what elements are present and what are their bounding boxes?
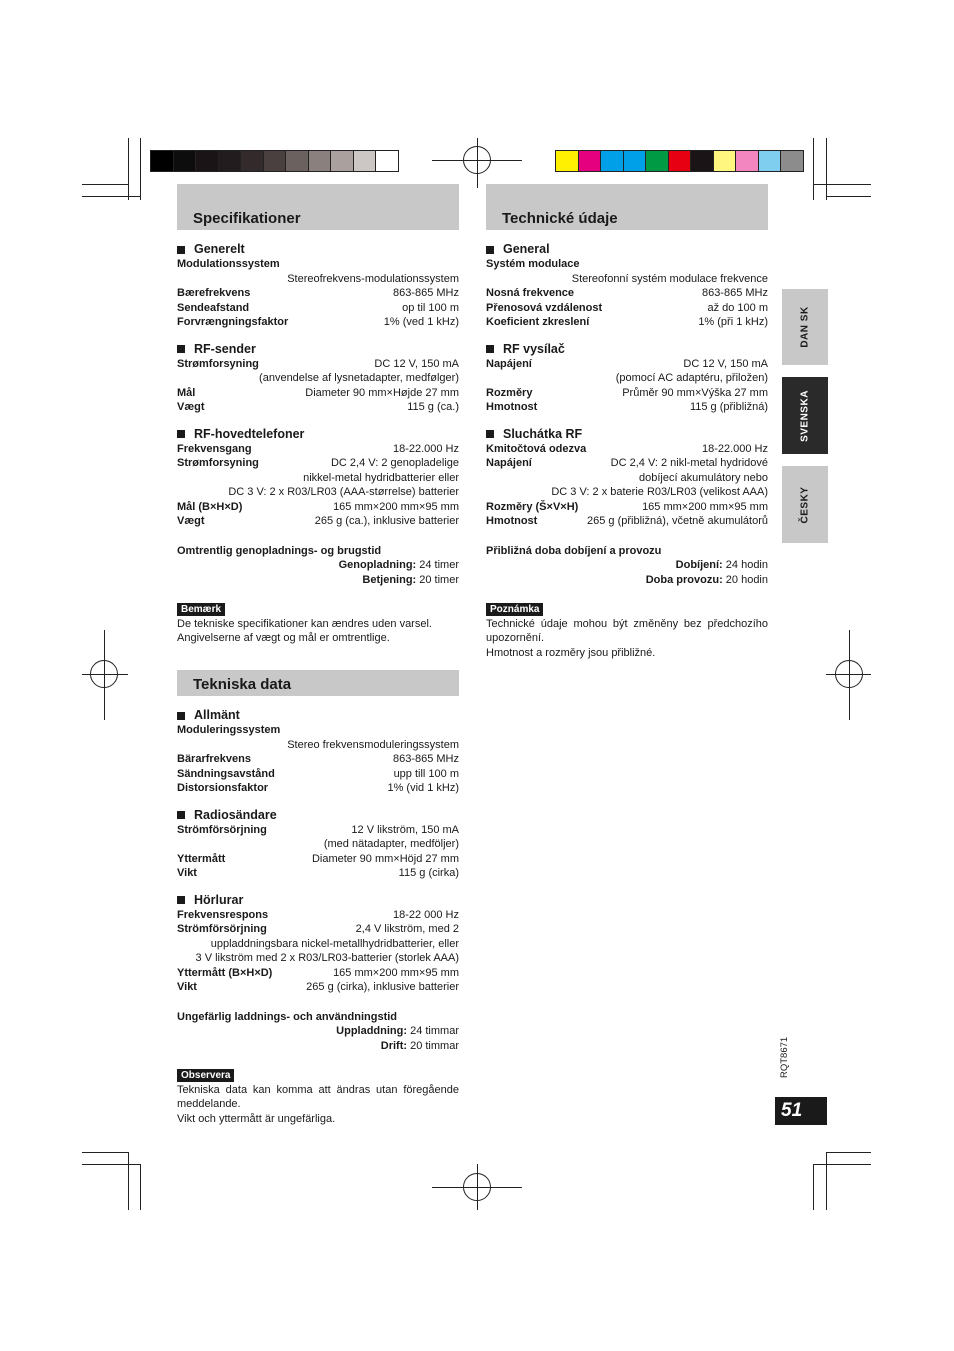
general-group xyxy=(177,708,459,796)
spec-label: Vikt xyxy=(177,867,197,879)
spec-row xyxy=(486,400,768,415)
spec-label: Yttermått (B×H×D) xyxy=(177,966,273,979)
charge-label: Uppladdning: xyxy=(336,1025,408,1037)
spec-row xyxy=(486,301,768,316)
section-heading xyxy=(486,184,768,230)
spec-value: 115 g (přibližná) xyxy=(689,401,768,413)
color-swatch xyxy=(781,151,803,171)
bullet-square-icon xyxy=(486,246,494,254)
group-heading: RF-sender xyxy=(194,341,256,356)
color-swatch xyxy=(691,151,714,171)
note-block xyxy=(177,602,459,646)
tab-cesky[interactable] xyxy=(782,466,828,543)
spec-label: Napájení xyxy=(486,457,532,469)
page-number: 51 xyxy=(775,1097,827,1125)
tab-label: DAN SK xyxy=(799,306,811,348)
spec-label: Vægt xyxy=(177,401,205,413)
spec-value: (pomocí AC adaptéru, přiložen) xyxy=(615,372,768,384)
color-swatch xyxy=(174,151,197,171)
dansk-section xyxy=(177,184,459,646)
spec-label: Hmotnost xyxy=(486,515,538,527)
section-heading xyxy=(177,184,459,230)
spec-label: Hmotnost xyxy=(486,401,538,413)
group-heading: RF-hovedtelefoner xyxy=(194,426,305,441)
spec-label: Systém modulace xyxy=(486,258,580,270)
color-swatch xyxy=(286,151,309,171)
spec-label: Forvrængningsfaktor xyxy=(177,316,289,328)
spec-value: 1% (vid 1 kHz) xyxy=(387,782,459,794)
note-text: Angivelserne af vægt og mål er omtrentlige. xyxy=(177,632,390,644)
spec-value: 863-865 MHz xyxy=(392,287,459,299)
spec-row xyxy=(486,500,768,515)
spec-value: (anvendelse af lysnetadapter, medfølger) xyxy=(259,372,459,384)
color-swatch xyxy=(376,151,398,171)
headphones-group xyxy=(486,427,768,529)
charge-time-row xyxy=(486,558,768,573)
note-text: Technické údaje mohou být změněny bez předchozího upozornění. xyxy=(486,617,768,644)
spec-value: DC 3 V: 2 x R03/LR03 (AAA-størrelse) batterier xyxy=(228,486,459,498)
spec-value: 18-22 000 Hz xyxy=(392,908,459,921)
spec-row xyxy=(177,980,459,995)
rf-group xyxy=(486,342,768,415)
color-swatch xyxy=(714,151,737,171)
use-time-row xyxy=(486,573,768,588)
spec-value: DC 12 V, 150 mA xyxy=(683,357,768,370)
spec-row xyxy=(177,286,459,301)
color-swatch xyxy=(309,151,332,171)
charge-time-group xyxy=(177,1010,459,1054)
grayscale-strip xyxy=(150,150,399,172)
spec-value: (med nätadapter, medföljer) xyxy=(323,838,459,850)
color-swatch xyxy=(736,151,759,171)
note-label: Bemærk xyxy=(177,603,225,616)
spec-label: Moduleringssystem xyxy=(177,724,281,736)
tab-label: ČESKY xyxy=(799,486,811,523)
spec-value: Diameter 90 mm×Højde 27 mm xyxy=(305,386,459,399)
svenska-section xyxy=(177,670,459,1126)
tab-label: SVENSKA xyxy=(799,389,811,442)
spec-row xyxy=(177,400,459,415)
spec-row xyxy=(177,442,459,457)
use-label: Doba provozu: xyxy=(645,573,723,586)
charge-time-group xyxy=(486,544,768,588)
spec-value: 165 mm×200 mm×95 mm xyxy=(642,500,768,513)
spec-label: Kmitočtová odezva xyxy=(486,442,587,455)
spec-label: Distorsionsfaktor xyxy=(177,782,269,794)
spec-row xyxy=(177,315,459,330)
note-text: De tekniske specifikationer kan ændres uden varsel. xyxy=(177,617,432,630)
bullet-square-icon xyxy=(177,811,185,819)
group-heading: Sluchátka RF xyxy=(503,426,583,441)
spec-label: Vægt xyxy=(177,515,205,527)
spec-label: Frekvensrespons xyxy=(177,908,269,921)
spec-value: Diameter 90 mm×Höjd 27 mm xyxy=(311,852,459,865)
tab-dansk[interactable] xyxy=(782,289,828,365)
spec-row xyxy=(486,386,768,401)
spec-row xyxy=(177,500,459,515)
spec-value: 863-865 MHz xyxy=(701,287,768,299)
spec-value: 265 g (cirka), inklusive batterier xyxy=(306,981,459,993)
bullet-square-icon xyxy=(177,896,185,904)
rf-group xyxy=(177,342,459,415)
spec-row xyxy=(486,357,768,372)
spec-value: Stereo frekvensmoduleringssystem xyxy=(287,738,459,751)
note-text: Hmotnost a rozměry jsou přibližné. xyxy=(486,646,656,659)
document-code: RQT8671 xyxy=(779,1036,790,1078)
color-swatch xyxy=(669,151,692,171)
section-heading xyxy=(177,670,459,696)
spec-value: 2,4 V likström, med 2 xyxy=(355,923,459,935)
spec-label: Vikt xyxy=(177,981,197,993)
spec-value: 115 g (cirka) xyxy=(398,867,459,879)
spec-row xyxy=(177,752,459,767)
spec-value: op til 100 m xyxy=(402,301,459,314)
spec-label: Strömförsörjning xyxy=(177,823,267,836)
spec-label: Bærefrekvens xyxy=(177,287,251,299)
spec-label: Bärarfrekvens xyxy=(177,753,251,765)
group-heading: General xyxy=(503,242,550,256)
spec-label: Mål xyxy=(177,386,196,399)
group-heading: Generelt xyxy=(194,242,245,256)
use-value: 20 hodin xyxy=(722,573,768,586)
charge-value: 24 hodin xyxy=(722,559,768,571)
charge-time-title: Ungefärlig laddnings- och användningstid xyxy=(177,1010,398,1023)
color-swatch xyxy=(151,151,174,171)
note-label: Poznámka xyxy=(486,603,543,616)
spec-value: 1% (při 1 kHz) xyxy=(698,316,768,328)
color-strip xyxy=(555,150,804,172)
color-swatch xyxy=(354,151,377,171)
spec-label: Rozměry xyxy=(486,386,533,399)
color-swatch xyxy=(219,151,242,171)
spec-value: Průměr 90 mm×Výška 27 mm xyxy=(622,386,768,399)
spec-label: Strømforsyning xyxy=(177,457,259,469)
spec-value: DC 12 V, 150 mA xyxy=(374,357,459,370)
spec-label: Rozměry (Š×V×H) xyxy=(486,500,579,513)
note-block xyxy=(177,1068,459,1126)
charge-value: 24 timmar xyxy=(407,1025,459,1037)
spec-row xyxy=(177,823,459,838)
spec-value: 265 g (přibližná), včetně akumulátorů xyxy=(587,515,768,527)
charge-time-title: Přibližná doba dobíjení a provozu xyxy=(486,544,662,557)
spec-row xyxy=(486,514,768,529)
spec-label: Sändningsavstånd xyxy=(177,767,275,780)
spec-label: Napájení xyxy=(486,357,532,370)
spec-value: 265 g (ca.), inklusive batterier xyxy=(314,515,459,527)
use-time-row xyxy=(177,1039,459,1054)
color-swatch xyxy=(579,151,602,171)
spec-row xyxy=(177,852,459,867)
use-value: 20 timmar xyxy=(407,1039,459,1052)
spec-value: 1% (ved 1 kHz) xyxy=(383,316,459,328)
spec-value: Stereofrekvens-modulationssystem xyxy=(287,272,459,285)
group-heading: Radiosändare xyxy=(194,807,277,822)
color-swatch xyxy=(624,151,647,171)
spec-label: Přenosová vzdálenost xyxy=(486,301,603,314)
spec-row xyxy=(177,966,459,981)
color-swatch xyxy=(331,151,354,171)
tab-svenska[interactable] xyxy=(782,377,828,454)
spec-value: až do 100 m xyxy=(707,301,768,314)
spec-row xyxy=(177,908,459,923)
spec-row xyxy=(177,767,459,782)
charge-time-row xyxy=(177,558,459,573)
note-text: Vikt och yttermått är ungefärliga. xyxy=(177,1112,336,1125)
section-title: Technické údaje xyxy=(502,209,618,227)
use-time-row xyxy=(177,573,459,588)
bullet-square-icon xyxy=(177,712,185,720)
spec-value: 18-22.000 Hz xyxy=(392,442,459,455)
spec-value: DC 2,4 V: 2 genopladelige xyxy=(330,457,459,469)
section-title: Specifikationer xyxy=(193,209,301,227)
spec-row xyxy=(177,456,459,471)
spec-label: Mål (B×H×D) xyxy=(177,500,243,513)
spec-label: Nosná frekvence xyxy=(486,287,575,299)
bullet-square-icon xyxy=(486,430,494,438)
bullet-square-icon xyxy=(177,430,185,438)
note-block xyxy=(486,602,768,660)
section-title: Tekniska data xyxy=(193,675,292,693)
color-swatch xyxy=(759,151,782,171)
spec-label: Sendeafstand xyxy=(177,301,250,314)
spec-value: Stereofonní systém modulace frekvence xyxy=(571,272,768,285)
color-swatch xyxy=(264,151,287,171)
use-label: Drift: xyxy=(380,1039,408,1052)
spec-row xyxy=(486,315,768,330)
general-group xyxy=(177,242,459,330)
rf-group xyxy=(177,808,459,881)
spec-value: DC 3 V: 2 x baterie R03/LR03 (velikost AAA) xyxy=(551,486,768,498)
charge-time-title: Omtrentlig genopladnings- og brugstid xyxy=(177,544,382,557)
bullet-square-icon xyxy=(177,246,185,254)
group-heading: RF vysílač xyxy=(503,341,565,356)
spec-value: DC 2,4 V: 2 nikl-metal hydridové xyxy=(610,457,768,469)
spec-row xyxy=(486,456,768,471)
color-swatch xyxy=(601,151,624,171)
spec-row xyxy=(177,922,459,937)
charge-value: 24 timer xyxy=(416,559,459,571)
spec-value: 12 V likström, 150 mA xyxy=(351,823,459,836)
spec-label: Modulationssystem xyxy=(177,258,280,270)
spec-row xyxy=(177,866,459,881)
spec-value: 863-865 MHz xyxy=(392,753,459,765)
spec-value: 165 mm×200 mm×95 mm xyxy=(333,966,459,979)
spec-label: Strømforsyning xyxy=(177,357,259,370)
color-swatch xyxy=(196,151,219,171)
spec-value: 165 mm×200 mm×95 mm xyxy=(333,500,459,513)
headphones-group xyxy=(177,427,459,529)
spec-row xyxy=(177,301,459,316)
spec-value: nikkel-metal hydridbatterier eller xyxy=(303,471,459,484)
spec-value: uppladdningsbara nickel-metallhydridbatterier, eller xyxy=(210,937,459,950)
spec-label: Yttermått xyxy=(177,852,226,865)
bullet-square-icon xyxy=(486,345,494,353)
bullet-square-icon xyxy=(177,345,185,353)
spec-row xyxy=(486,286,768,301)
spec-label: Frekvensgang xyxy=(177,442,252,455)
headphones-group xyxy=(177,893,459,995)
charge-label: Dobíjení: xyxy=(675,559,723,571)
charge-time-row xyxy=(177,1024,459,1039)
spec-value: 18-22.000 Hz xyxy=(701,442,768,455)
use-label: Betjening: xyxy=(362,573,417,586)
spec-label: Koeficient zkreslení xyxy=(486,316,590,328)
color-swatch xyxy=(646,151,669,171)
group-heading: Allmänt xyxy=(194,708,240,722)
note-text: Tekniska data kan komma att ändras utan föregående meddelande. xyxy=(177,1083,459,1110)
use-value: 20 timer xyxy=(416,573,459,586)
group-heading: Hörlurar xyxy=(194,892,244,907)
spec-row xyxy=(177,781,459,796)
cesky-section xyxy=(486,184,768,660)
spec-row xyxy=(486,442,768,457)
spec-label: Strömförsörjning xyxy=(177,923,267,935)
spec-row xyxy=(177,514,459,529)
color-swatch xyxy=(241,151,264,171)
charge-label: Genopladning: xyxy=(338,559,417,571)
note-label: Observera xyxy=(177,1069,234,1082)
spec-value: upp till 100 m xyxy=(393,767,459,780)
spec-row xyxy=(177,386,459,401)
general-group xyxy=(486,242,768,330)
spec-value: 115 g (ca.) xyxy=(407,401,459,413)
spec-value: 3 V likström med 2 x R03/LR03-batterier (storlek AAA) xyxy=(195,952,459,964)
charge-time-group xyxy=(177,544,459,588)
spec-row xyxy=(177,357,459,372)
color-swatch xyxy=(556,151,579,171)
spec-value: dobíjecí akumulátory nebo xyxy=(638,471,768,484)
